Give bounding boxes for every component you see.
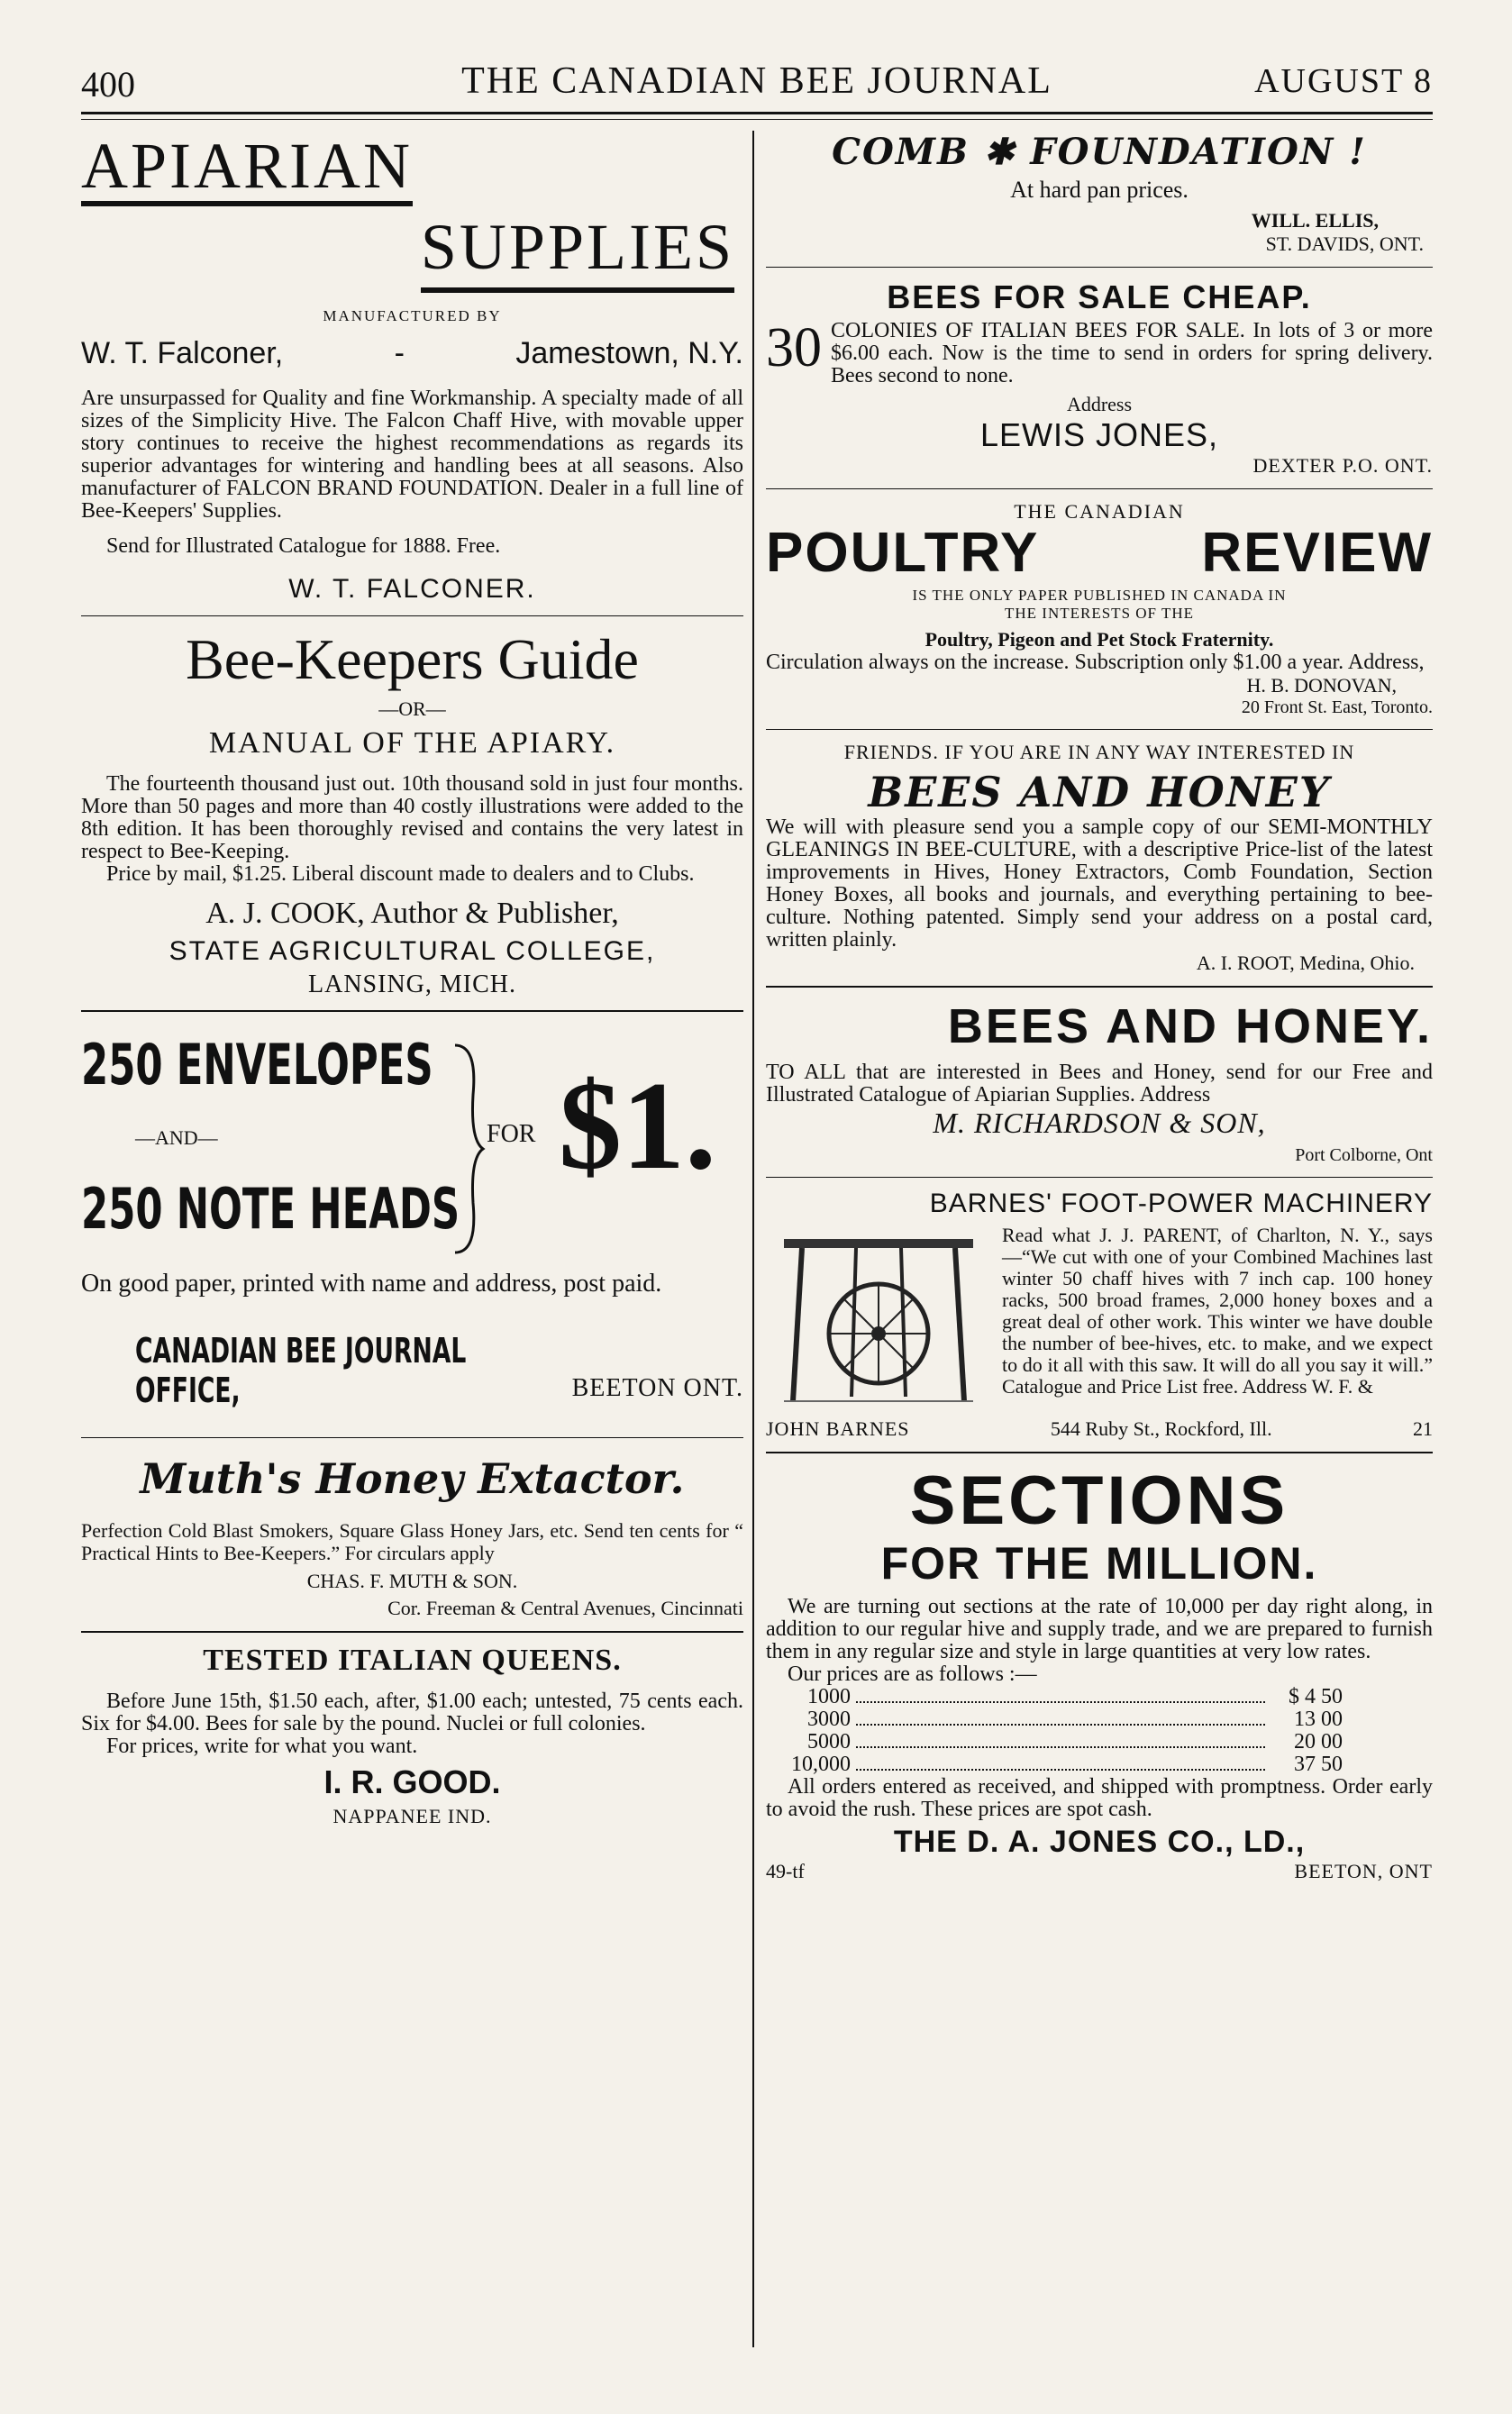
supplies-title: SUPPLIES	[421, 206, 734, 293]
right-column	[766, 131, 1433, 2365]
sections-orders: All orders entered as received, and shipped with promptness. Order early to avoid the rush. These prices are spot cash.	[766, 1775, 1433, 1821]
barnes-body: Read what J. J. PARENT, of Charlton, N. Y., says—“We cut with one of your Combined Machines last winter 50 chaff hives with 7 inch cap. 100 honey racks, 500 broad frames, 2,000 honey boxes and a great deal of other work. This winter we have double the number of bee-hives, etc. to make, and we expect to do it all with this saw. It will do all you say it will.” Catalogue and Price List free. Address W. F. &	[1002, 1225, 1433, 1398]
barnes-name: JOHN BARNES	[766, 1417, 910, 1440]
sections-body: We are turning out sections at the rate of 10,000 per day right along, in addition to our regular hive and supply trade, and we are prepared to furnish them in any regular size and style in large quantities at very low rates.	[766, 1595, 1433, 1663]
guide-title: Bee-Keepers Guide	[186, 627, 639, 691]
page-header	[81, 54, 1433, 117]
apiarian-title: APIARIAN	[81, 131, 413, 206]
guide-body: The fourteenth thousand just out. 10th thousand sold in just four months. More than 50 pages and more than 40 costly illustrations were added to the 8th edition. It has been thoroughly revised and contains the very latest in respect to Bee-Keeping.	[81, 772, 743, 863]
queens-place: NAPPANEE IND.	[332, 1805, 492, 1827]
queens-write: For prices, write for what you want.	[106, 1735, 418, 1758]
poultry-address: 20 Front St. East, Toronto.	[1241, 697, 1433, 717]
sections-price-list	[766, 1686, 1433, 1776]
divider	[81, 1010, 743, 1012]
header-rule-thick	[81, 112, 1433, 114]
comb-place: ST. DAVIDS, ONT.	[1265, 232, 1424, 255]
sections-prices-label: Our prices are as follows :—	[788, 1662, 1037, 1686]
barnes-ad	[766, 1189, 1433, 1441]
poultry-only: IS THE ONLY PAPER PUBLISHED IN CANADA IN	[912, 587, 1287, 604]
bees-sale-ad	[766, 278, 1433, 478]
journal-title: THE CANADIAN BEE JOURNAL	[461, 60, 1052, 102]
guide-subtitle: MANUAL OF THE APIARY.	[208, 726, 616, 760]
sections-title2: FOR THE MILLION.	[880, 1538, 1318, 1589]
barnes-address: 544 Ruby St., Rockford, Ill.	[1050, 1417, 1272, 1440]
root-title: BEES AND HONEY	[868, 768, 1331, 816]
divider	[766, 986, 1433, 988]
price-value: 37 50	[1294, 1753, 1343, 1776]
root-body: We will with pleasure send you a sample copy of our SEMI-MONTHLY GLEANINGS IN BEE-CULTURE, with a descriptive Price-list of the latest improvements in Hives, Honey Extractors, Comb Foundation, Section Honey Boxes, all books and journals, and everything pertaining to bee-culture. Nothing patented. Simply send your address on a postal card, written plainly.	[766, 815, 1433, 952]
price-row	[788, 1708, 1343, 1731]
price-qty: 1000	[807, 1685, 851, 1708]
poultry-pre: THE CANADIAN	[1014, 500, 1185, 523]
bees-sale-number: 30	[766, 317, 822, 378]
brace-icon	[451, 1041, 487, 1257]
price-value: 13 00	[1294, 1708, 1343, 1731]
sections-company: THE D. A. JONES CO., LD.,	[893, 1825, 1306, 1859]
guide-price: Price by mail, $1.25. Liberal discount made to dealers and to Clubs.	[106, 862, 695, 886]
poultry-body: Circulation always on the increase. Subscription only $1.00 a year. Address,	[766, 651, 1425, 674]
queens-body: Before June 15th, $1.50 each, after, $1.00 each; untested, 75 cents each. Six for $4.00. Bees for sale by the pound. Nuclei or full colonies.	[81, 1690, 743, 1735]
bees-sale-address-label: Address	[1066, 393, 1133, 415]
bees-sale-place: DEXTER P.O. ONT.	[1252, 454, 1433, 477]
falconer-ad	[81, 131, 743, 605]
leader-dots	[856, 1731, 1265, 1748]
divider	[766, 1177, 1433, 1178]
price-value: $ 4 50	[1289, 1685, 1343, 1708]
envelopes-price: $1.	[559, 1056, 716, 1196]
muth-title: Muth's Honey Extactor.	[140, 1454, 685, 1503]
richardson-title: BEES AND HONEY.	[947, 999, 1433, 1053]
journal-page	[81, 54, 1433, 2379]
falconer-catalogue: Send for Illustrated Catalogue for 1888. Free.	[106, 534, 501, 558]
comb-name: WILL. ELLIS,	[1251, 209, 1379, 232]
envelopes-office: CANADIAN BEE JOURNAL OFFICE,	[135, 1331, 467, 1410]
price-row	[788, 1754, 1343, 1776]
divider	[766, 1452, 1433, 1453]
issue-date: AUGUST 8	[1254, 62, 1433, 100]
falconer-signature: W. T. FALCONER.	[288, 574, 536, 604]
divider	[81, 1437, 743, 1438]
poultry-name: H. B. DONOVAN,	[1246, 674, 1397, 697]
divider	[766, 267, 1433, 268]
manufactured-by: MANUFACTURED BY	[323, 307, 502, 324]
price-value: 20 00	[1294, 1730, 1343, 1754]
envelopes-for: FOR	[487, 1120, 536, 1148]
leader-dots	[856, 1708, 1265, 1726]
guide-college: STATE AGRICULTURAL COLLEGE,	[169, 936, 656, 966]
richardson-body: TO ALL that are interested in Bees and Honey, send for our Free and Illustrated Catalogue of Apiarian Supplies. Address	[766, 1061, 1433, 1107]
left-column	[81, 131, 743, 2365]
price-qty: 10,000	[791, 1753, 851, 1776]
price-qty: 5000	[807, 1730, 851, 1754]
column-separator	[752, 131, 754, 2347]
poultry-interests: THE INTERESTS OF THE	[1005, 605, 1194, 622]
root-name: A. I. ROOT, Medina, Ohio.	[1196, 952, 1415, 974]
price-row	[788, 1686, 1343, 1708]
envelopes-line2: 250 NOTE HEADS	[81, 1176, 460, 1242]
envelopes-body: On good paper, printed with name and address, post paid.	[81, 1270, 662, 1298]
sections-title1: SECTIONS	[909, 1462, 1289, 1539]
poultry-title2: REVIEW	[1201, 522, 1433, 584]
queens-name: I. R. GOOD.	[323, 1763, 501, 1800]
maker-place: Jamestown, N.Y.	[515, 336, 743, 370]
guide-ad	[81, 627, 743, 999]
maker-name: W. T. Falconer,	[81, 336, 284, 370]
guide-author: A. J. COOK, Author & Publisher,	[205, 897, 619, 930]
muth-body: Perfection Cold Blast Smokers, Square Glass Honey Jars, etc. Send ten cents for “ Practical Hints to Bee-Keepers.” For circulars apply	[81, 1519, 743, 1564]
divider	[766, 729, 1433, 730]
barnes-title: BARNES' FOOT-POWER MACHINERY	[929, 1189, 1433, 1218]
envelopes-line1: 250 ENVELOPES	[81, 1032, 433, 1098]
price-row	[788, 1731, 1343, 1754]
sections-code: 49-tf	[766, 1860, 805, 1882]
divider	[766, 488, 1433, 489]
foot-power-machine-image	[766, 1230, 991, 1410]
comb-ad	[766, 131, 1433, 256]
guide-or: —OR—	[378, 697, 446, 720]
envelopes-and: —AND—	[135, 1126, 218, 1149]
leader-dots	[856, 1754, 1265, 1771]
price-qty: 3000	[807, 1708, 851, 1731]
richardson-ad	[766, 998, 1433, 1166]
sections-ad	[766, 1464, 1433, 1883]
poultry-ad	[766, 500, 1433, 718]
barnes-code: 21	[1412, 1417, 1433, 1440]
envelopes-place: BEETON ONT.	[571, 1374, 743, 1402]
bees-sale-title: BEES FOR SALE CHEAP.	[887, 278, 1312, 315]
muth-address: Cor. Freeman & Central Avenues, Cincinnati	[387, 1597, 743, 1619]
divider	[81, 1631, 743, 1633]
queens-title: TESTED ITALIAN QUEENS.	[203, 1644, 622, 1677]
leader-dots	[856, 1686, 1265, 1703]
poultry-title1: POULTRY	[766, 522, 1040, 584]
queens-ad	[81, 1644, 743, 1828]
envelopes-ad	[81, 1023, 743, 1410]
falconer-body: Are unsurpassed for Quality and fine Workmanship. A specialty made of all sizes of the Simplicity Hive. The Falcon Chaff Hive, with movable upper story continues to receive the highest recommendations as regards its superior advantages for wintering and handling bees at all seasons. Also manufacturer of FALCON BRAND FOUNDATION. Dealer in a full line of Bee-Keepers' Supplies.	[81, 387, 743, 523]
maker-dash: -	[394, 336, 405, 370]
muth-ad	[81, 1454, 743, 1620]
bees-sale-body: COLONIES OF ITALIAN BEES FOR SALE. In lots of 3 or more $6.00 each. Now is the time to send in orders for spring delivery. Bees second to none.	[831, 319, 1433, 387]
divider	[81, 615, 743, 616]
poultry-fraternity: Poultry, Pigeon and Pet Stock Fraternity.	[925, 628, 1274, 651]
root-friends: FRIENDS. IF YOU ARE IN ANY WAY INTERESTED IN	[843, 741, 1355, 763]
sections-place: BEETON, ONT	[1294, 1860, 1433, 1882]
bees-sale-name: LEWIS JONES,	[979, 416, 1219, 453]
comb-title: COMB ✱ FOUNDATION !	[832, 131, 1367, 173]
comb-sub: At hard pan prices.	[1010, 177, 1189, 203]
richardson-name: M. RICHARDSON & SON,	[933, 1107, 1266, 1139]
root-ad	[766, 741, 1433, 975]
page-number: 400	[81, 64, 135, 105]
guide-place: LANSING, MICH.	[308, 970, 516, 998]
muth-name: CHAS. F. MUTH & SON.	[306, 1570, 518, 1592]
richardson-place: Port Colborne, Ont	[1295, 1145, 1433, 1165]
header-rule-thin	[81, 119, 1433, 120]
